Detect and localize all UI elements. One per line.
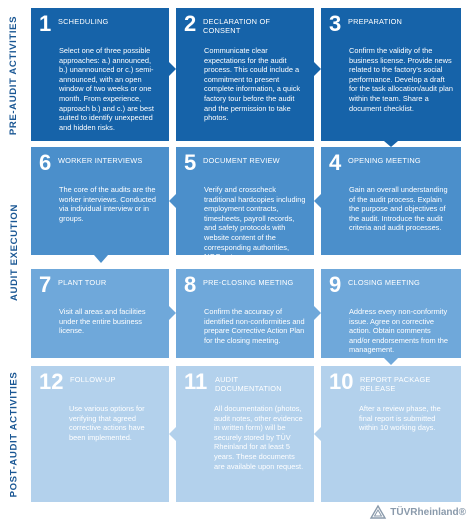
logo-text: TÜVRheinland® xyxy=(390,506,466,518)
step-number: 6 xyxy=(39,150,52,175)
arrow-down-icon xyxy=(384,358,398,365)
step-description: Use various options for verifying that agreed corrective actions have been implemented. xyxy=(69,404,145,442)
step-description: Communicate clear expectations for the audit process. This could include a commitment to present complete information, a quick factory tour before the audit and the permission to take photos. xyxy=(204,46,301,123)
arrow-down-icon xyxy=(94,255,108,263)
arrow-right-icon xyxy=(169,62,176,76)
step-description: Verify and crosscheck traditional hardcopies including employment contracts, timesheets, payroll records, and safety protocols with website content of the corresponding authorities, NGOs etc. xyxy=(204,185,306,262)
phase-label-post-audit xyxy=(0,366,28,502)
step-1-box xyxy=(31,8,169,141)
step-12-box xyxy=(31,366,169,502)
arrow-down-icon xyxy=(384,141,398,147)
arrow-left-icon xyxy=(314,194,321,208)
step-number: 3 xyxy=(329,11,342,36)
step-description: Gain an overall understanding of the audit process. Explain the purpose and objectives of the audit. Introduce the audit criteria and audit processes. xyxy=(349,185,448,233)
phase-label-text: POST-AUDIT ACTIVITIES xyxy=(8,371,20,497)
arrow-left-icon xyxy=(169,194,176,208)
step-description: Confirm the accuracy of identified non-conformities and prepare Corrective Action Plan for the closing meeting. xyxy=(204,307,305,345)
step-9-box xyxy=(321,269,461,358)
step-description: The core of the audits are the worker interviews. Conducted via individual interview or in groups. xyxy=(59,185,156,223)
step-description: Confirm the validity of the business license. Provide news related to the factory's social performance. Develop a draft for the task allocation/audit plan within the team. Share a document checklist. xyxy=(349,46,453,113)
step-10-box xyxy=(321,366,461,502)
step-number: 11 xyxy=(184,369,208,394)
step-description: All documentation (photos, audit notes, other evidence in written form) will be securely stored by TÜV Rheinland for at least 5 years. These documents are available upon request. xyxy=(214,404,304,471)
step-title: WORKER INTERVIEWS xyxy=(58,156,143,165)
step-number: 2 xyxy=(184,11,197,36)
step-title: DOCUMENT REVIEW xyxy=(203,156,280,165)
step-number: 8 xyxy=(184,272,197,297)
arrow-left-icon xyxy=(169,427,176,441)
step-title: REPORT PACKAGE RELEASE xyxy=(360,375,431,394)
step-number: 4 xyxy=(329,150,342,175)
arrow-right-icon xyxy=(314,306,321,320)
phase-label-audit-execution xyxy=(0,147,28,357)
step-5-box xyxy=(176,147,314,262)
arrow-right-icon xyxy=(169,306,176,320)
step-number: 1 xyxy=(39,11,52,36)
step-description: Visit all areas and facilities under the entire business license. xyxy=(59,307,146,336)
step-7-box xyxy=(31,269,169,358)
step-6-box xyxy=(31,147,169,255)
phase-label-text: PRE-AUDIT ACTIVITIES xyxy=(8,15,20,135)
step-2-box xyxy=(176,8,314,141)
step-title: OPENING MEETING xyxy=(348,156,421,165)
step-title: CLOSING MEETING xyxy=(348,278,420,287)
arrow-left-icon xyxy=(314,427,321,441)
phase-label-text: AUDIT EXECUTION xyxy=(8,203,20,301)
step-title: PLANT TOUR xyxy=(58,278,107,287)
step-number: 10 xyxy=(329,369,354,394)
step-title: PRE-CLOSING MEETING xyxy=(203,278,294,287)
step-title: FOLLOW-UP xyxy=(70,375,116,384)
step-description: Address every non-conformity issue. Agree on corrective action. Obtain comments and/or endorsements from the management. xyxy=(349,307,449,355)
step-title: AUDIT DOCUMENTATION xyxy=(215,375,282,394)
step-4-box xyxy=(321,147,461,255)
phase-label-pre-audit xyxy=(0,8,28,142)
step-8-box xyxy=(176,269,314,358)
triangle-logo-icon xyxy=(370,505,386,519)
step-number: 9 xyxy=(329,272,342,297)
step-number: 5 xyxy=(184,150,197,175)
tuv-rheinland-logo xyxy=(370,505,466,519)
step-11-box xyxy=(176,366,314,502)
step-title: SCHEDULING xyxy=(58,17,109,26)
step-description: After a review phase, the final report is submitted within 10 working days. xyxy=(359,404,441,433)
step-number: 7 xyxy=(39,272,52,297)
step-title: DECLARATION OF CONSENT xyxy=(203,17,271,36)
step-description: Select one of three possible approaches: a.) announced, b.) unannounced or c.) semi-announced, with an open window of two weeks or one month. From experience, approach b.) and c.) are best suited to identify unexpected and hidden risks. xyxy=(59,46,154,132)
step-number: 12 xyxy=(39,369,64,394)
step-title: PREPARATION xyxy=(348,17,403,26)
step-3-box xyxy=(321,8,461,141)
arrow-right-icon xyxy=(314,62,321,76)
